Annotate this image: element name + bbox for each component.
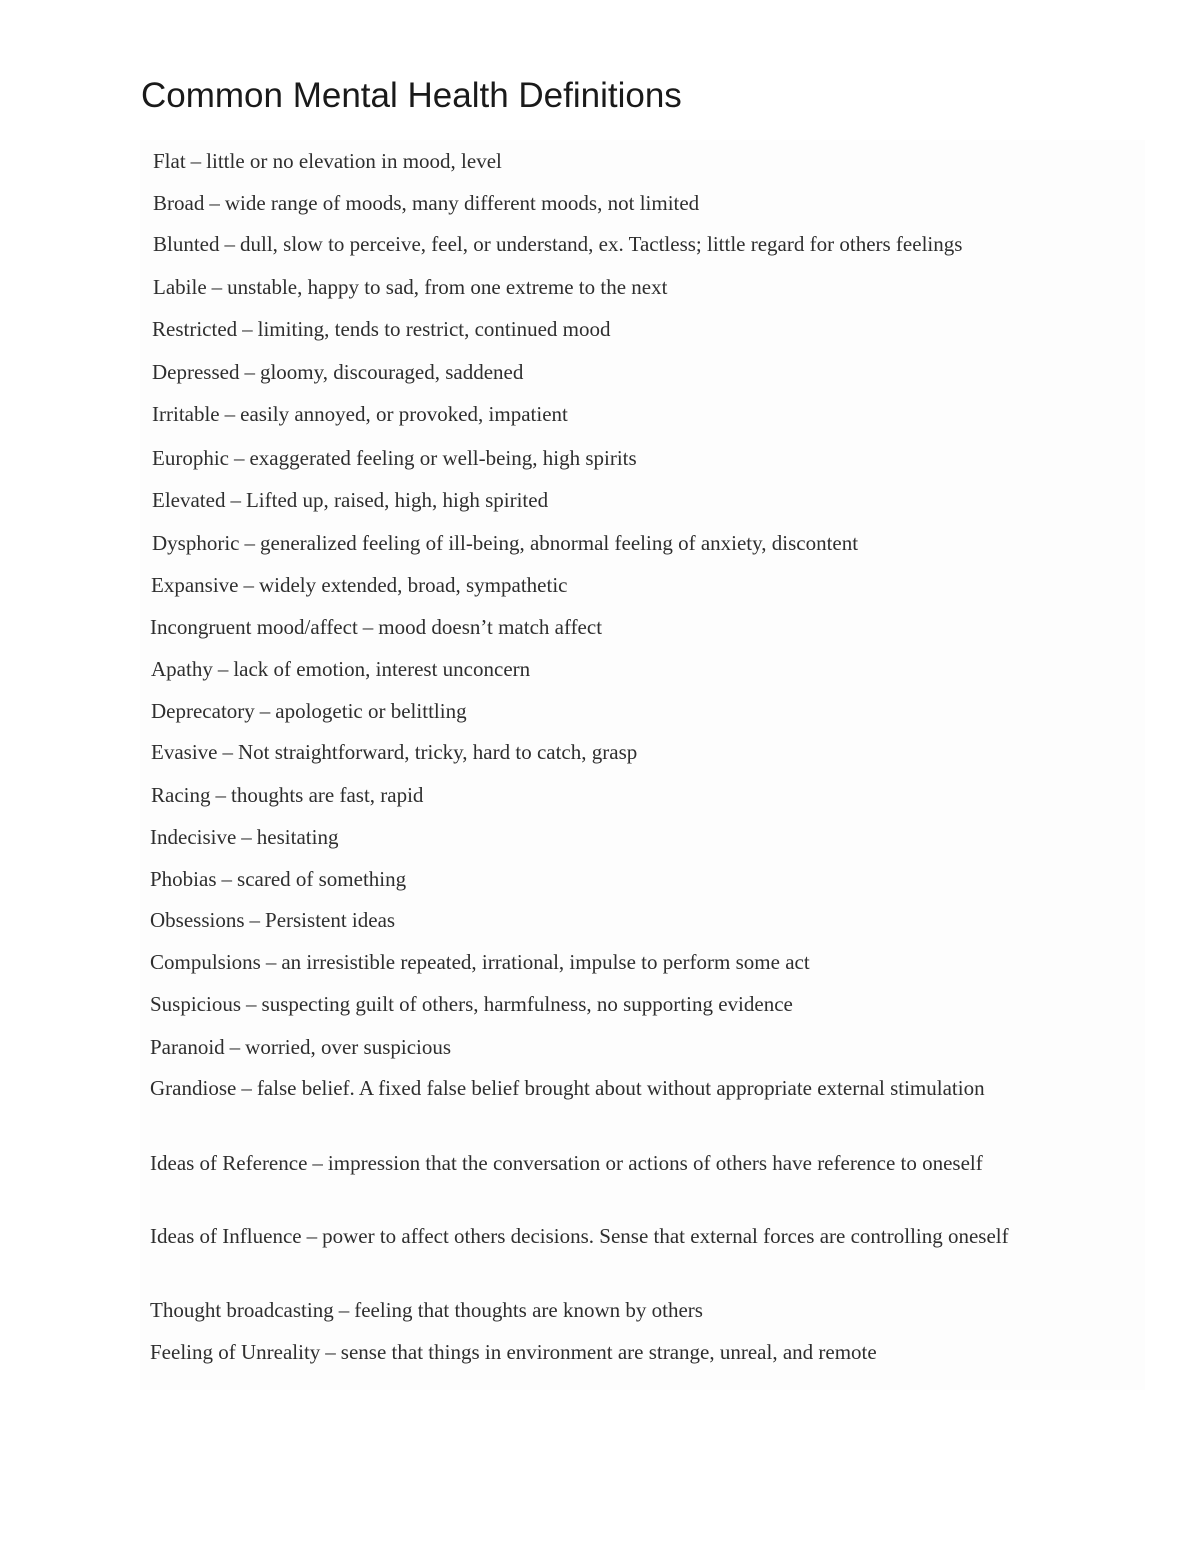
definition-separator: – [229, 1035, 241, 1059]
definition-text: Persistent ideas [265, 908, 396, 932]
definition-separator: – [209, 191, 220, 215]
definition-text: false belief. A fixed false belief brought about without appropriate external stimulation [256, 1076, 985, 1100]
definition-text: Lifted up, raised, high, high spirited [245, 488, 549, 512]
definition-item [153, 271, 1123, 304]
definition-separator: – [244, 531, 255, 555]
definition-item [152, 527, 1122, 560]
definition-separator: – [249, 908, 261, 932]
definition-item [153, 145, 1123, 178]
definition-item [150, 1336, 1120, 1369]
definition-separator: – [259, 699, 271, 723]
definition-text: exaggerated feeling or well-being, high spirits [249, 446, 637, 470]
definition-term: Flat [153, 149, 186, 173]
definition-term: Dysphoric [152, 531, 240, 555]
definition-term: Restricted [152, 317, 238, 341]
definition-item [151, 653, 1121, 686]
definition-item [150, 1294, 1120, 1327]
definition-item [150, 821, 1120, 854]
definition-separator: – [215, 783, 226, 807]
definition-text: easily annoyed, or provoked, impatient [240, 402, 568, 426]
definition-term: Compulsions [150, 950, 261, 974]
definition-item [151, 779, 1121, 812]
definition-term: Ideas of Influence [150, 1224, 302, 1248]
definition-item [150, 988, 1120, 1021]
definition-term: Broad [153, 191, 205, 215]
definition-separator: – [338, 1298, 350, 1322]
definition-item [150, 946, 1120, 979]
definition-term: Depressed [152, 360, 240, 384]
definition-text: mood doesn’t match affect [378, 615, 603, 639]
definition-item [153, 228, 1123, 261]
definition-term: Irritable [152, 402, 220, 426]
definition-item [151, 695, 1121, 728]
definition-text: lack of emotion, interest unconcern [233, 657, 531, 681]
definition-separator: – [306, 1224, 318, 1248]
definition-separator: – [224, 402, 236, 426]
definition-term: Grandiose [150, 1076, 237, 1100]
definition-term: Deprecatory [151, 699, 255, 723]
definition-term: Europhic [152, 446, 229, 470]
definition-item [152, 398, 1122, 431]
definition-item [152, 356, 1122, 389]
definition-text: generalized feeling of ill-being, abnormal feeling of anxiety, discontent [260, 531, 859, 555]
definition-separator: – [221, 867, 233, 891]
definition-separator: – [312, 1151, 323, 1175]
definition-text: feeling that thoughts are known by others [354, 1298, 703, 1322]
definition-separator: – [242, 317, 253, 341]
definition-text: apologetic or belittling [275, 699, 467, 723]
definition-text: Not straightforward, tricky, hard to catch, grasp [237, 740, 638, 764]
definition-term: Incongruent mood/affect [150, 615, 358, 639]
definition-term: Ideas of Reference [150, 1151, 308, 1175]
definition-item [152, 313, 1122, 346]
definition-term: Paranoid [150, 1035, 225, 1059]
definition-item [153, 187, 1123, 220]
definition-separator: – [246, 992, 257, 1016]
definition-term: Feeling of Unreality [150, 1340, 321, 1364]
definition-item [151, 736, 1121, 769]
definition-text: power to affect others decisions. Sense that external forces are controlling oneself [322, 1224, 1009, 1248]
definition-separator: – [217, 657, 229, 681]
definition-item [151, 569, 1121, 602]
definition-term: Elevated [152, 488, 226, 512]
definition-item [152, 442, 1122, 475]
definition-term: Labile [153, 275, 207, 299]
page-title: Common Mental Health Definitions [141, 76, 682, 115]
definition-separator: – [241, 1076, 252, 1100]
definition-item [150, 1072, 1050, 1105]
definition-term: Phobias [150, 867, 217, 891]
definition-term: Racing [151, 783, 211, 807]
definition-text: gloomy, discouraged, saddened [259, 360, 524, 384]
definition-text: worried, over suspicious [245, 1035, 452, 1059]
definition-term: Obsessions [150, 908, 245, 932]
definition-separator: – [222, 740, 233, 764]
definition-text: unstable, happy to sad, from one extreme to the next [227, 275, 668, 299]
definition-text: limiting, tends to restrict, continued mood [257, 317, 611, 341]
definition-term: Thought broadcasting [150, 1298, 334, 1322]
definition-term: Expansive [151, 573, 239, 597]
definition-item [150, 1220, 1110, 1253]
definition-item [150, 1031, 1120, 1064]
definition-separator: – [325, 1340, 336, 1364]
definition-item [150, 611, 1120, 644]
definition-text: widely extended, broad, sympathetic [258, 573, 568, 597]
definition-separator: – [244, 360, 255, 384]
definition-separator: – [265, 950, 277, 974]
definition-text: scared of something [237, 867, 407, 891]
definition-term: Evasive [151, 740, 218, 764]
definition-term: Blunted [153, 232, 220, 256]
definition-text: dull, slow to perceive, feel, or understand, ex. Tactless; little regard for others feelings [240, 232, 963, 256]
definition-separator: – [224, 232, 235, 256]
definition-separator: – [241, 825, 252, 849]
definition-separator: – [230, 488, 241, 512]
definition-text: thoughts are fast, rapid [230, 783, 424, 807]
definition-separator: – [190, 149, 202, 173]
definition-term: Indecisive [150, 825, 237, 849]
definition-text: wide range of moods, many different moods, not limited [224, 191, 700, 215]
definition-text: an irresistible repeated, irrational, impulse to perform some act [281, 950, 810, 974]
definition-term: Suspicious [150, 992, 242, 1016]
definition-separator: – [243, 573, 254, 597]
definition-item [150, 1147, 1080, 1180]
definition-text: little or no elevation in mood, level [206, 149, 502, 173]
definition-separator: – [362, 615, 374, 639]
definition-text: sense that things in environment are strange, unreal, and remote [340, 1340, 877, 1364]
definition-text: suspecting guilt of others, harmfulness, no supporting evidence [261, 992, 793, 1016]
definition-term: Apathy [151, 657, 213, 681]
definition-item [152, 484, 1122, 517]
definition-text: impression that the conversation or actions of others have reference to oneself [327, 1151, 983, 1175]
definition-item [150, 904, 1120, 937]
definition-text: hesitating [256, 825, 339, 849]
definition-item [150, 863, 1120, 896]
definition-separator: – [233, 446, 245, 470]
definition-separator: – [211, 275, 223, 299]
